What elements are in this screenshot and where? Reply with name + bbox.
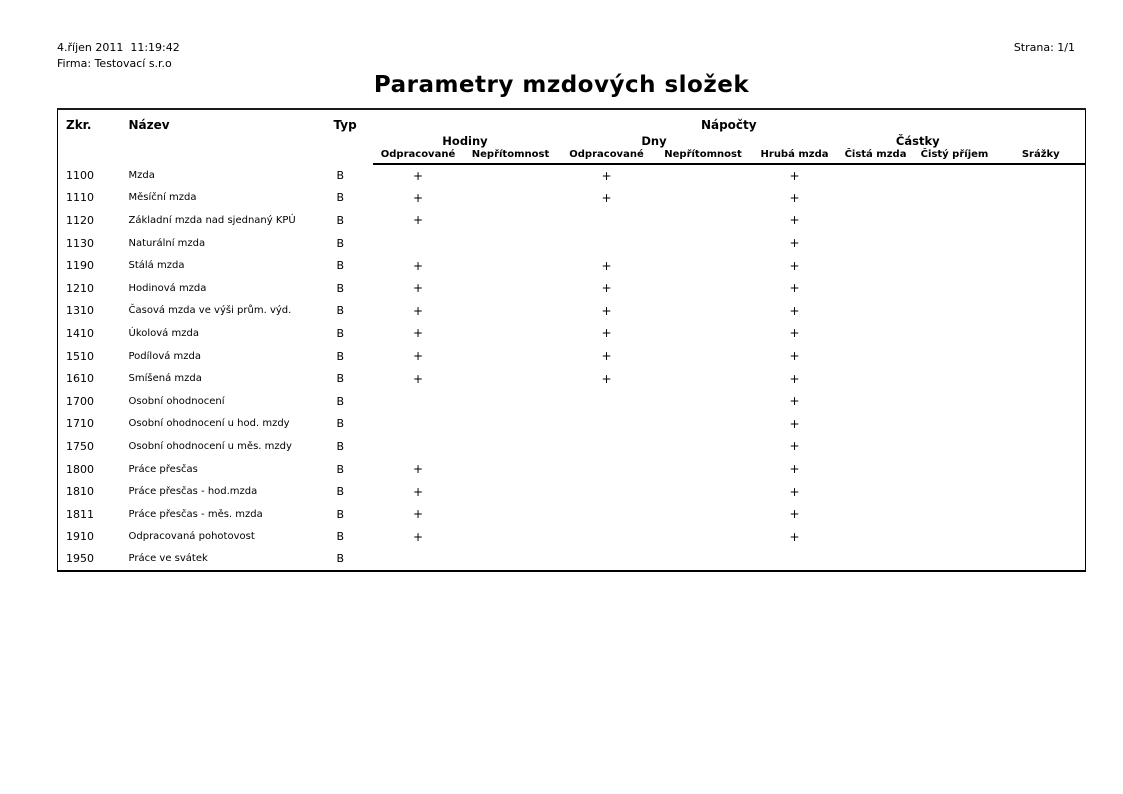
cell-hodiny-odpracovane: +: [412, 303, 424, 318]
cell-typ: B: [336, 168, 345, 182]
cell-zkr: 1210: [66, 281, 94, 295]
header-hodiny-nepritomnost: Nepřítomnost: [464, 148, 558, 164]
cell-cista-mzda: [839, 164, 913, 187]
cell-cista-mzda: [839, 413, 913, 436]
cell-hodiny-odpracovane: +: [412, 190, 424, 205]
cell-hodiny-odpracovane: +: [412, 213, 424, 228]
cell-typ: B: [336, 439, 345, 453]
cell-hodiny-odpracovane: [373, 232, 464, 255]
cell-typ: B: [336, 236, 345, 250]
cell-dny-nepritomnost: [656, 254, 751, 277]
cell-typ: B: [336, 372, 345, 386]
table-row: [58, 367, 1086, 390]
cell-hodiny-odpracovane: +: [412, 326, 424, 341]
cell-dny-odpracovane: [558, 232, 656, 255]
cell-cisty-prijem: [913, 232, 997, 255]
cell-dny-odpracovane: [558, 390, 656, 413]
cell-hodiny-odpracovane: +: [412, 258, 424, 273]
header-dny-nepritomnost: Nepřítomnost: [656, 148, 751, 164]
cell-hodiny-nepritomnost: [464, 367, 558, 390]
cell-cisty-prijem: [913, 187, 997, 210]
cell-srazky: [997, 232, 1086, 255]
cell-zkr: 1810: [66, 485, 94, 499]
cell-cista-mzda: [839, 548, 913, 571]
cell-hruba-mzda: +: [789, 507, 800, 522]
cell-hruba-mzda: +: [789, 462, 800, 477]
cell-nazev: Osobní ohodnocení u měs. mzdy: [128, 440, 292, 452]
header-napocty: Nápočty: [700, 118, 757, 132]
cell-dny-nepritomnost: [656, 413, 751, 436]
cell-nazev: Naturální mzda: [128, 237, 206, 249]
header-dny-odpracovane: Odpracované: [558, 148, 656, 164]
cell-hodiny-odpracovane: +: [412, 371, 424, 386]
cell-zkr: 1130: [66, 236, 94, 250]
cell-dny-nepritomnost: [656, 458, 751, 481]
table-row: [58, 526, 1086, 549]
cell-dny-nepritomnost: [656, 164, 751, 187]
cell-hodiny-nepritomnost: [464, 413, 558, 436]
table-row: [58, 458, 1086, 481]
cell-hodiny-nepritomnost: [464, 390, 558, 413]
cell-hodiny-odpracovane: +: [412, 281, 424, 296]
cell-typ: B: [336, 281, 345, 295]
cell-hodiny-nepritomnost: [464, 254, 558, 277]
cell-typ: B: [336, 462, 345, 476]
cell-dny-odpracovane: +: [601, 190, 612, 205]
cell-hruba-mzda: +: [789, 326, 800, 341]
cell-nazev: Práce přesčas - měs. mzda: [128, 508, 263, 520]
cell-cisty-prijem: [913, 209, 997, 232]
cell-hruba-mzda: [751, 548, 839, 571]
cell-dny-odpracovane: [558, 435, 656, 458]
cell-hodiny-odpracovane: [373, 413, 464, 436]
cell-nazev: Úkolová mzda: [128, 327, 199, 339]
cell-dny-odpracovane: [558, 458, 656, 481]
cell-dny-odpracovane: [558, 413, 656, 436]
cell-hruba-mzda: +: [789, 349, 800, 364]
cell-cista-mzda: [839, 390, 913, 413]
cell-hodiny-nepritomnost: [464, 435, 558, 458]
cell-cisty-prijem: [913, 390, 997, 413]
cell-srazky: [997, 480, 1086, 503]
cell-srazky: [997, 390, 1086, 413]
cell-dny-nepritomnost: [656, 277, 751, 300]
cell-hruba-mzda: +: [789, 258, 800, 273]
table-row: [58, 503, 1086, 526]
cell-hodiny-odpracovane: +: [412, 349, 424, 364]
cell-cisty-prijem: [913, 458, 997, 481]
cell-hodiny-odpracovane: +: [412, 529, 424, 544]
header-cisty-prijem: Čistý příjem: [913, 148, 997, 164]
header-hodiny-odpracovane: Odpracované: [373, 148, 464, 164]
table-row: [58, 187, 1086, 210]
cell-hruba-mzda: +: [789, 529, 800, 544]
cell-typ: B: [336, 213, 345, 227]
report-datetime: 4.říjen 2011 11:19:42: [57, 41, 180, 54]
cell-dny-odpracovane: +: [601, 168, 612, 183]
header-nazev: Název: [128, 118, 170, 132]
cell-dny-odpracovane: +: [601, 303, 612, 318]
report-title: Parametry mzdových složek: [373, 72, 750, 98]
cell-nazev: Práce ve svátek: [128, 553, 208, 565]
cell-cisty-prijem: [913, 322, 997, 345]
cell-cisty-prijem: [913, 164, 997, 187]
header-hruba-mzda: Hrubá mzda: [751, 148, 839, 164]
cell-hodiny-nepritomnost: [464, 187, 558, 210]
cell-srazky: [997, 187, 1086, 210]
header-typ: Typ: [333, 118, 357, 132]
cell-typ: B: [336, 417, 345, 431]
cell-srazky: [997, 300, 1086, 323]
cell-cisty-prijem: [913, 345, 997, 368]
cell-hodiny-odpracovane: [373, 390, 464, 413]
cell-srazky: [997, 209, 1086, 232]
cell-typ: B: [336, 530, 345, 544]
header-group-hodiny: Hodiny: [442, 133, 488, 148]
cell-dny-nepritomnost: [656, 187, 751, 210]
cell-hruba-mzda: +: [789, 281, 800, 296]
cell-cisty-prijem: [913, 480, 997, 503]
header-zkr: Zkr.: [66, 118, 92, 132]
cell-hruba-mzda: +: [789, 168, 800, 183]
cell-dny-odpracovane: +: [601, 258, 612, 273]
page-number: Strana: 1/1: [1013, 41, 1075, 54]
cell-zkr: 1510: [66, 349, 94, 363]
cell-cisty-prijem: [913, 526, 997, 549]
cell-cista-mzda: [839, 345, 913, 368]
table-row: [58, 164, 1086, 187]
cell-typ: B: [336, 507, 345, 521]
cell-srazky: [997, 526, 1086, 549]
cell-nazev: Hodinová mzda: [128, 282, 207, 294]
cell-cista-mzda: [839, 458, 913, 481]
cell-cisty-prijem: [913, 367, 997, 390]
cell-zkr: 1310: [66, 304, 94, 318]
cell-srazky: [997, 345, 1086, 368]
cell-dny-odpracovane: [558, 526, 656, 549]
cell-cisty-prijem: [913, 277, 997, 300]
cell-cista-mzda: [839, 480, 913, 503]
cell-srazky: [997, 435, 1086, 458]
cell-cista-mzda: [839, 300, 913, 323]
header-group-castky: Částky: [895, 133, 940, 148]
cell-zkr: 1610: [66, 372, 94, 386]
cell-dny-odpracovane: +: [601, 349, 612, 364]
cell-typ: B: [336, 394, 345, 408]
cell-nazev: Osobní ohodnocení: [128, 395, 225, 407]
cell-typ: B: [336, 349, 345, 363]
cell-hodiny-odpracovane: +: [412, 168, 424, 183]
cell-dny-odpracovane: +: [601, 326, 612, 341]
cell-hruba-mzda: +: [789, 439, 800, 454]
cell-zkr: 1700: [66, 394, 94, 408]
table-row: [58, 232, 1086, 255]
cell-hruba-mzda: +: [789, 303, 800, 318]
cell-srazky: [997, 277, 1086, 300]
cell-nazev: Základní mzda nad sjednaný KPÚ: [128, 214, 296, 226]
cell-dny-nepritomnost: [656, 322, 751, 345]
cell-cisty-prijem: [913, 503, 997, 526]
table-row: [58, 209, 1086, 232]
cell-dny-odpracovane: [558, 503, 656, 526]
cell-zkr: 1710: [66, 417, 94, 431]
table-header: [58, 109, 1086, 164]
cell-zkr: 1800: [66, 462, 94, 476]
cell-hodiny-nepritomnost: [464, 480, 558, 503]
cell-hruba-mzda: +: [789, 394, 800, 409]
cell-cisty-prijem: [913, 413, 997, 436]
table-row: [58, 548, 1086, 571]
cell-cista-mzda: [839, 232, 913, 255]
cell-cista-mzda: [839, 503, 913, 526]
cell-zkr: 1110: [66, 191, 94, 205]
cell-zkr: 1120: [66, 213, 94, 227]
cell-hodiny-nepritomnost: [464, 164, 558, 187]
cell-typ: B: [336, 326, 345, 340]
cell-dny-nepritomnost: [656, 435, 751, 458]
cell-hodiny-nepritomnost: [464, 548, 558, 571]
header-cista-mzda: Čistá mzda: [839, 148, 913, 164]
cell-srazky: [997, 164, 1086, 187]
table-row: [58, 277, 1086, 300]
cell-hodiny-nepritomnost: [464, 345, 558, 368]
cell-typ: B: [336, 259, 345, 273]
cell-nazev: Časová mzda ve výši prům. výd.: [128, 305, 292, 317]
cell-srazky: [997, 413, 1086, 436]
cell-nazev: Měsíční mzda: [128, 192, 197, 204]
cell-typ: B: [336, 485, 345, 499]
cell-hodiny-nepritomnost: [464, 503, 558, 526]
cell-nazev: Odpracovaná pohotovost: [128, 531, 255, 543]
cell-dny-nepritomnost: [656, 209, 751, 232]
cell-cista-mzda: [839, 254, 913, 277]
cell-hodiny-nepritomnost: [464, 277, 558, 300]
cell-dny-nepritomnost: [656, 345, 751, 368]
cell-dny-nepritomnost: [656, 480, 751, 503]
table-row: [58, 254, 1086, 277]
cell-typ: B: [336, 191, 345, 205]
table-row: [58, 435, 1086, 458]
cell-nazev: Osobní ohodnocení u hod. mzdy: [128, 418, 290, 430]
cell-cista-mzda: [839, 322, 913, 345]
table-row: [58, 322, 1086, 345]
cell-cista-mzda: [839, 367, 913, 390]
cell-srazky: [997, 548, 1086, 571]
cell-cisty-prijem: [913, 435, 997, 458]
cell-typ: B: [336, 304, 345, 318]
cell-hruba-mzda: +: [789, 190, 800, 205]
cell-dny-nepritomnost: [656, 232, 751, 255]
cell-dny-odpracovane: +: [601, 281, 612, 296]
cell-cista-mzda: [839, 526, 913, 549]
table-row: [58, 480, 1086, 503]
cell-srazky: [997, 458, 1086, 481]
cell-hodiny-odpracovane: [373, 435, 464, 458]
cell-typ: B: [336, 552, 345, 566]
header-srazky: Srážky: [997, 148, 1086, 164]
cell-dny-odpracovane: +: [601, 371, 612, 386]
cell-nazev: Stálá mzda: [128, 260, 185, 272]
table-row: [58, 345, 1086, 368]
cell-dny-odpracovane: [558, 209, 656, 232]
cell-hruba-mzda: +: [789, 213, 800, 228]
cell-hodiny-nepritomnost: [464, 322, 558, 345]
cell-hodiny-nepritomnost: [464, 526, 558, 549]
cell-nazev: Smíšená mzda: [128, 373, 202, 385]
cell-zkr: 1910: [66, 530, 94, 544]
cell-cisty-prijem: [913, 548, 997, 571]
cell-hodiny-odpracovane: [373, 548, 464, 571]
cell-cista-mzda: [839, 277, 913, 300]
cell-cista-mzda: [839, 435, 913, 458]
cell-dny-nepritomnost: [656, 548, 751, 571]
cell-dny-nepritomnost: [656, 526, 751, 549]
cell-dny-odpracovane: [558, 480, 656, 503]
cell-hodiny-odpracovane: +: [412, 507, 424, 522]
cell-hruba-mzda: +: [789, 416, 800, 431]
header-group-dny: Dny: [641, 133, 667, 148]
cell-srazky: [997, 254, 1086, 277]
cell-dny-odpracovane: [558, 548, 656, 571]
cell-dny-nepritomnost: [656, 503, 751, 526]
cell-zkr: 1811: [66, 507, 94, 521]
cell-dny-nepritomnost: [656, 367, 751, 390]
cell-hodiny-odpracovane: +: [412, 462, 424, 477]
cell-dny-nepritomnost: [656, 300, 751, 323]
cell-hruba-mzda: +: [789, 236, 800, 251]
cell-dny-nepritomnost: [656, 390, 751, 413]
cell-srazky: [997, 367, 1086, 390]
cell-hodiny-nepritomnost: [464, 300, 558, 323]
cell-zkr: 1750: [66, 439, 94, 453]
cell-nazev: Podílová mzda: [128, 350, 202, 362]
cell-zkr: 1410: [66, 326, 94, 340]
cell-srazky: [997, 322, 1086, 345]
report-company: Firma: Testovací s.r.o: [57, 57, 172, 70]
cell-nazev: Práce přesčas: [128, 463, 198, 475]
cell-hodiny-odpracovane: +: [412, 484, 424, 499]
parameters-table: [57, 108, 1086, 572]
cell-cista-mzda: [839, 187, 913, 210]
cell-hruba-mzda: +: [789, 484, 800, 499]
cell-hruba-mzda: +: [789, 371, 800, 386]
cell-nazev: Mzda: [128, 169, 155, 181]
cell-cisty-prijem: [913, 300, 997, 323]
table-row: [58, 300, 1086, 323]
cell-hodiny-nepritomnost: [464, 232, 558, 255]
table-row: [58, 413, 1086, 436]
table-body: [58, 164, 1086, 571]
cell-zkr: 1190: [66, 259, 94, 273]
cell-cisty-prijem: [913, 254, 997, 277]
cell-cista-mzda: [839, 209, 913, 232]
cell-zkr: 1100: [66, 168, 94, 182]
cell-hodiny-nepritomnost: [464, 209, 558, 232]
cell-nazev: Práce přesčas - hod.mzda: [128, 486, 258, 498]
cell-hodiny-nepritomnost: [464, 458, 558, 481]
cell-srazky: [997, 503, 1086, 526]
table-row: [58, 390, 1086, 413]
cell-zkr: 1950: [66, 552, 94, 566]
